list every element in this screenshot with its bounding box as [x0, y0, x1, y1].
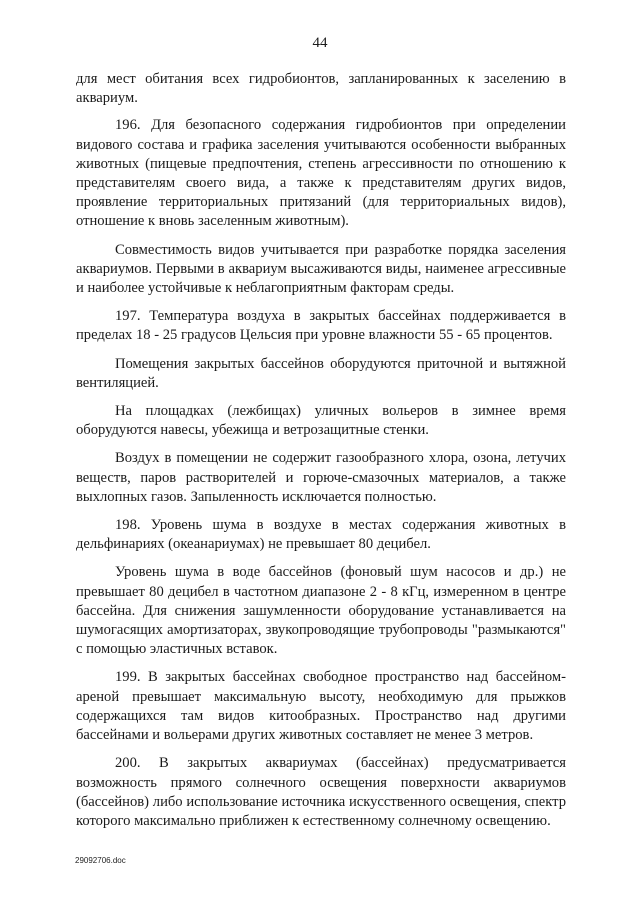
paragraph-air-quality: Воздух в помещении не содержит газообразного хлора, озона, летучих веществ, паров растворителей и горюче-смазочных материалов, а также выхлопных газов. Запыленность исключается полностью.: [76, 450, 566, 505]
paragraph-continuation: для мест обитания всех гидробионтов, запланированных к заселению в аквариум.: [76, 71, 566, 107]
paragraph-198: 198. Уровень шума в воздухе в местах содержания животных в дельфинариях (океанариумах) не превышает 80 децибел.: [76, 517, 566, 553]
document-body: [76, 70, 566, 840]
paragraph-water-noise: Уровень шума в воде бассейнов (фоновый шум насосов и др.) не превышает 80 децибел в частотном диапазоне 2 - 8 кГц, измеренном в центре бассейна. Для снижения зашумленности оборудование устанавливается на шумогасящих амортизаторах, звукопроводящие трубопроводы "размыкаются" с помощью эластичных вставок.: [76, 564, 566, 658]
page-number: 44: [312, 35, 328, 51]
paragraph-200: 200. В закрытых аквариумах (бассейнах) предусматривается возможность прямого солнечного освещения поверхности аквариумов (бассейнов) либо использование источника искусственного освещения, спектр которого максимально приближен к естественному солнечному освещению.: [76, 755, 566, 829]
paragraph-species-compatibility: Совместимость видов учитывается при разработке порядка заселения аквариумов. Первыми в аквариум высаживаются виды, наименее агрессивные и наиболее устойчивые к неблагоприятным факторам среды.: [76, 241, 566, 297]
paragraph-outdoor-enclosures: На площадках (лежбищах) уличных вольеров в зимнее время оборудуются навесы, убежища и ветрозащитные стенки.: [76, 403, 566, 439]
paragraph-196: 196. Для безопасного содержания гидробионтов при определении видового состава и графика заселения учитываются особенности выбранных животных (пищевые предпочтения, степень агрессивности по отношению к представителям своего вида, а также к представителям других видов, проявление территориальных притязаний (для территориальных видов), отношение к вновь заселенным животным).: [76, 117, 566, 230]
paragraph-197: 197. Температура воздуха в закрытых бассейнах поддерживается в пределах 18 - 25 градусов Цельсия при уровне влажности 55 - 65 процентов.: [76, 308, 566, 344]
document-filename: 29092706.doc: [75, 856, 126, 865]
paragraph-199: 199. В закрытых бассейнах свободное пространство над бассейном-ареной превышает максимальную высоту, необходимую для прыжков содержащихся там видов китообразных. Пространство над другими бассейнами и вольерами других животных составляет не менее 3 метров.: [76, 669, 566, 744]
paragraph-ventilation: Помещения закрытых бассейнов оборудуются приточной и вытяжной вентиляцией.: [76, 355, 566, 391]
